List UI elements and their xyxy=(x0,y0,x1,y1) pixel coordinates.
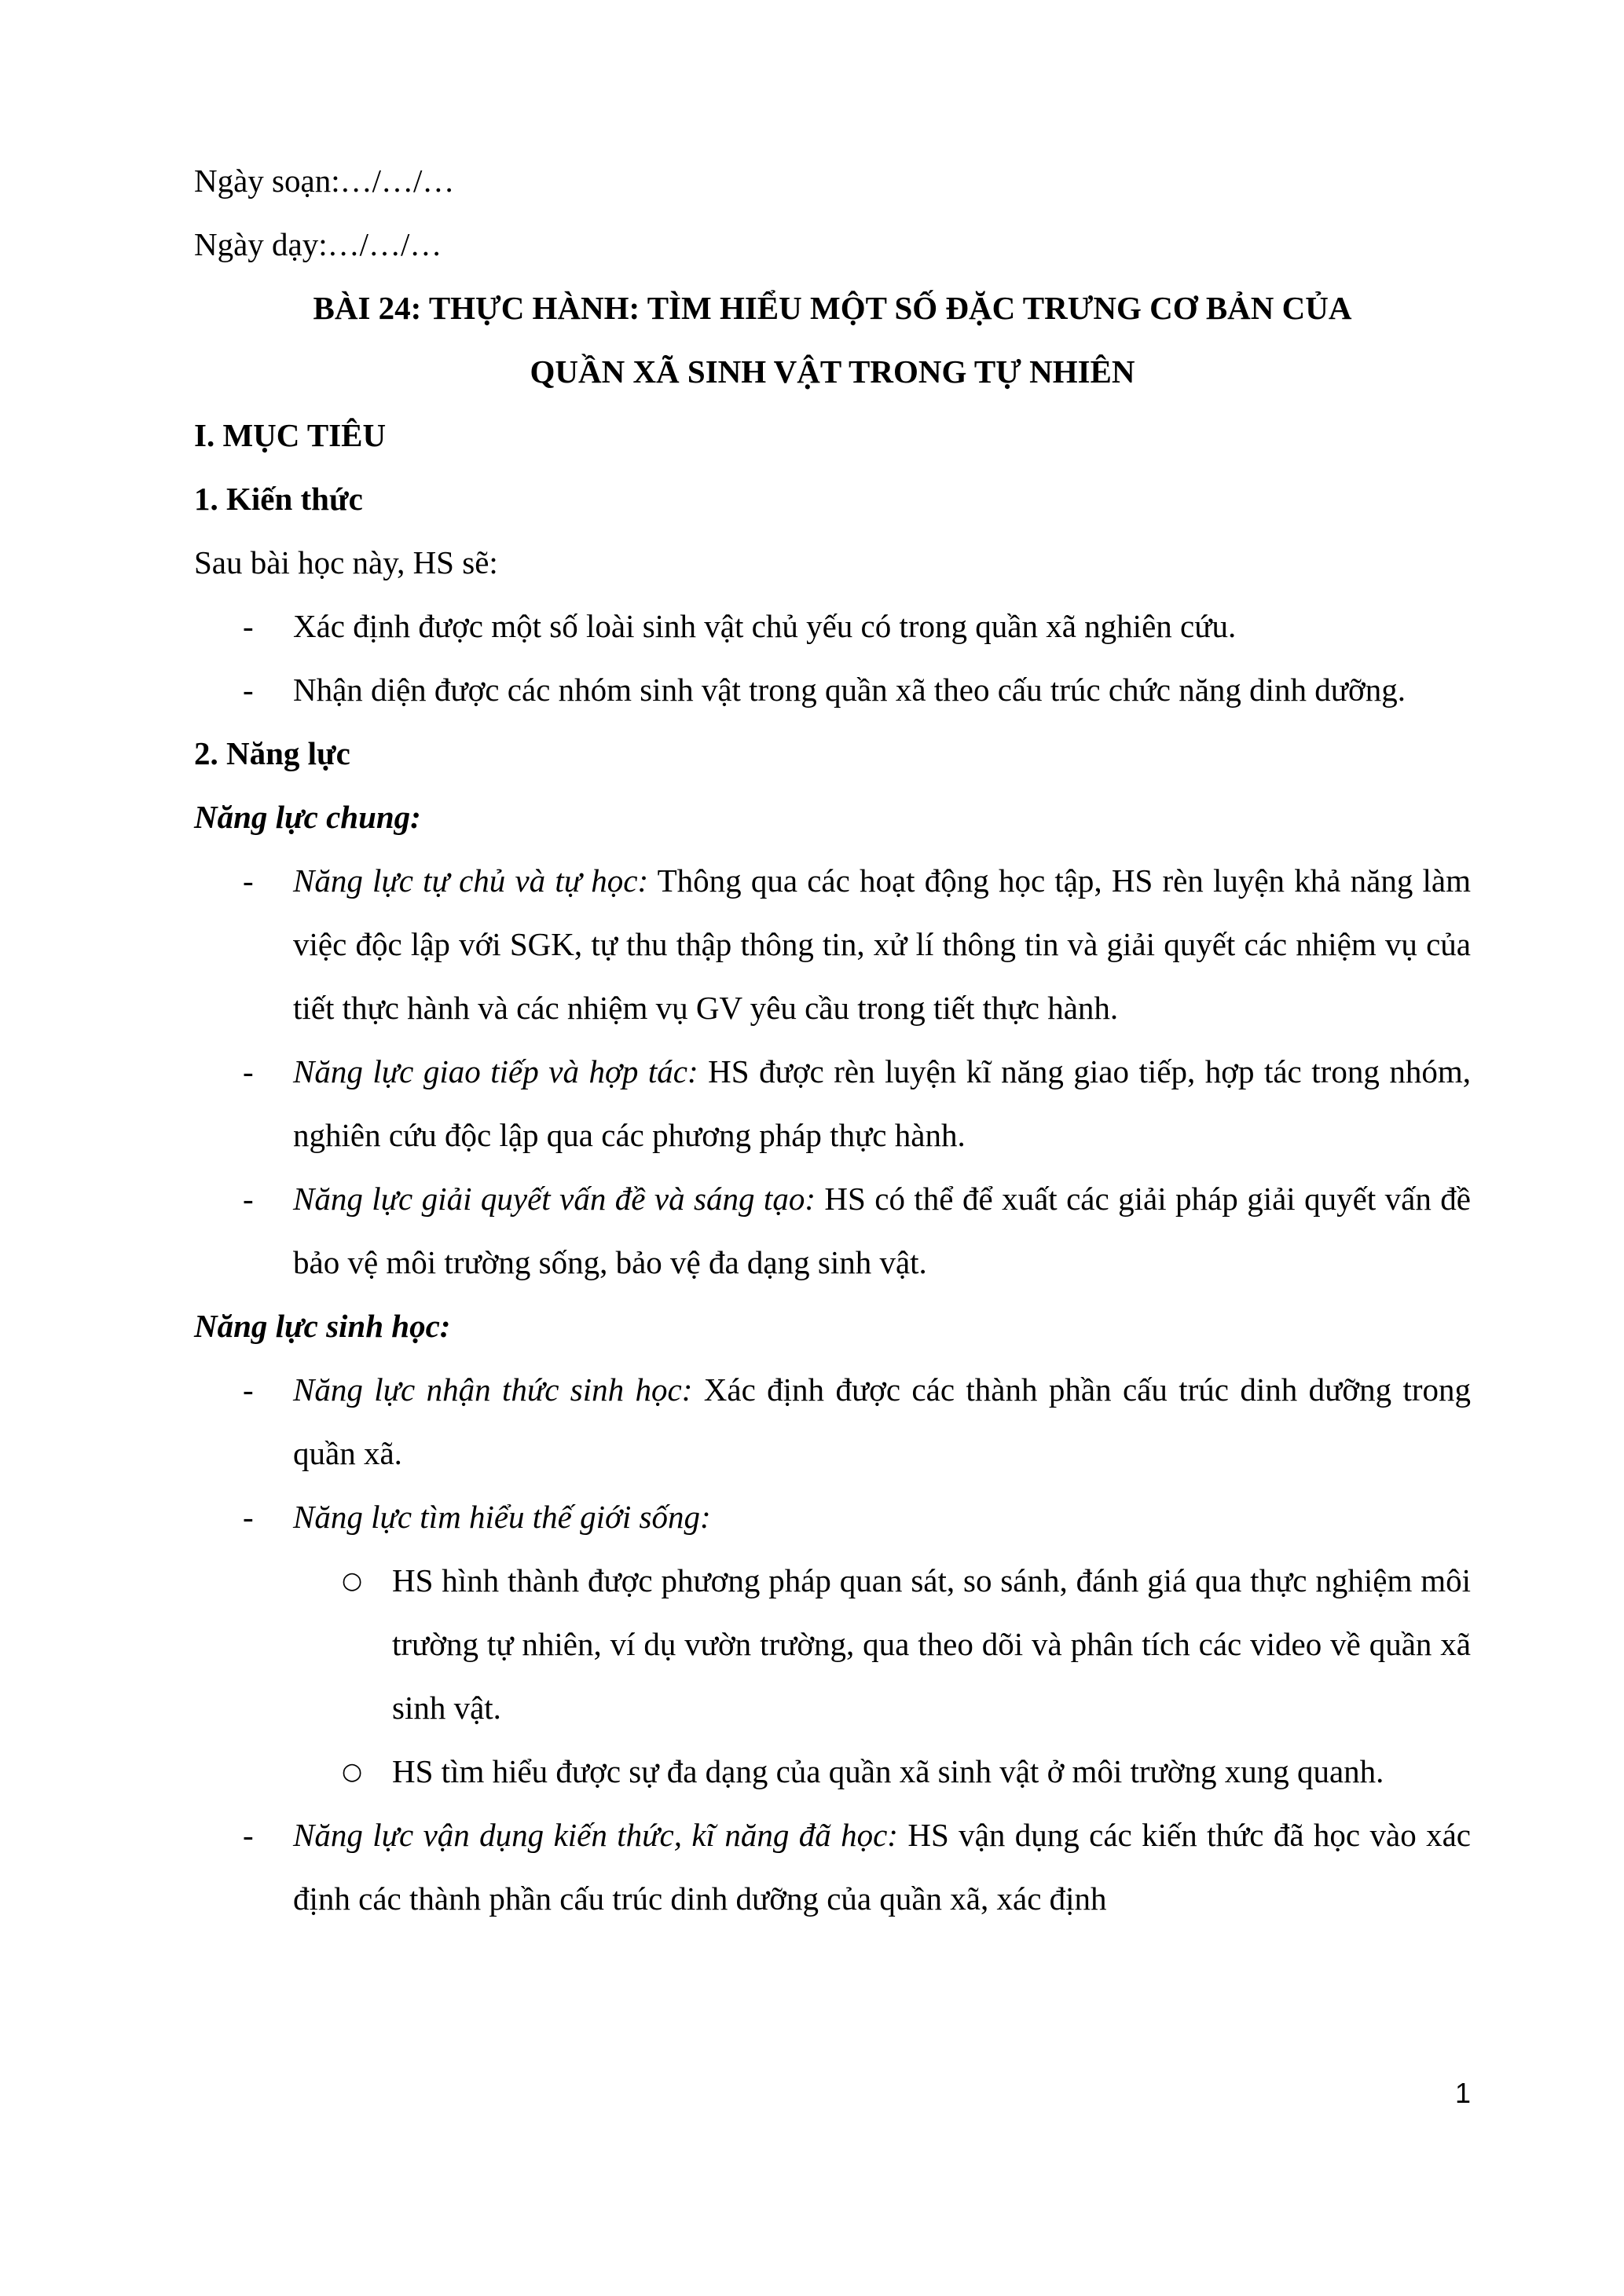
list-item xyxy=(194,1167,1471,1294)
list-item-text: HS được rèn luyện kĩ năng giao tiếp, hợp tác trong nhóm, nghiên cứu độc lập qua các phương pháp thực hành. xyxy=(293,1053,1471,1153)
ngay-soan: Ngày soạn:…/…/… xyxy=(194,163,455,199)
sub-list-item xyxy=(194,1549,1471,1740)
list-item xyxy=(194,1040,1471,1167)
nang-luc-sinh-hoc-heading: Năng lực sinh học: xyxy=(194,1308,451,1344)
nang-luc-heading: 2. Năng lực xyxy=(194,735,350,771)
list-item-label: Năng lực vận dụng kiến thức, kĩ năng đã học: xyxy=(293,1817,898,1853)
list-item xyxy=(194,849,1471,1040)
list-item-text: Nhận diện được các nhóm sinh vật trong quần xã theo cấu trúc chức năng dinh dưỡng. xyxy=(293,672,1406,708)
list-item-text: HS vận dụng các kiến thức đã học vào xác định các thành phần cấu trúc dinh dưỡng của quần xã, xác định xyxy=(293,1817,1471,1917)
dash-bullet: - xyxy=(243,1053,254,1089)
kien-thuc-intro: Sau bài học này, HS sẽ: xyxy=(194,544,498,580)
list-item-text: Xác định được các thành phần cấu trúc dinh dưỡng trong quần xã. xyxy=(293,1371,1471,1471)
list-item-text: HS có thể để xuất các giải pháp giải quyết vấn đề bảo vệ môi trường sống, bảo vệ đa dạng sinh vật. xyxy=(293,1181,1471,1280)
list-item-label: Năng lực giao tiếp và hợp tác: xyxy=(293,1053,698,1089)
list-item xyxy=(194,1803,1471,1931)
dash-bullet: - xyxy=(243,862,254,899)
list-item-text: Xác định được một số loài sinh vật chủ yếu có trong quần xã nghiên cứu. xyxy=(293,608,1237,644)
kien-thuc-heading: 1. Kiến thức xyxy=(194,481,363,517)
dash-bullet: - xyxy=(243,672,254,708)
list-item-label: Năng lực tìm hiểu thế giới sống: xyxy=(293,1499,711,1535)
lesson-title-line1: BÀI 24: THỰC HÀNH: TÌM HIỂU MỘT SỐ ĐẶC TRƯNG CƠ BẢN CỦA xyxy=(313,290,1352,326)
page-number: 1 xyxy=(1454,2077,1471,2109)
list-item xyxy=(194,1358,1471,1485)
lesson-title-line2: QUẦN XÃ SINH VẬT TRONG TỰ NHIÊN xyxy=(530,353,1135,390)
list-item xyxy=(194,658,1471,722)
list-item xyxy=(194,1485,1471,1549)
sub-list-item-text: HS tìm hiểu được sự đa dạng của quần xã sinh vật ở môi trường xung quanh. xyxy=(392,1753,1384,1789)
section-muc-tieu-heading: I. MỤC TIÊU xyxy=(194,417,387,453)
sub-list-item xyxy=(194,1740,1471,1803)
circle-bullet-icon: ○ xyxy=(342,1758,363,1785)
list-item xyxy=(194,595,1471,658)
dash-bullet: - xyxy=(243,1499,254,1535)
dash-bullet: - xyxy=(243,608,254,644)
nang-luc-chung-heading: Năng lực chung: xyxy=(194,799,421,835)
document-page xyxy=(194,149,1471,1931)
dash-bullet: - xyxy=(243,1817,254,1853)
list-item-text: Thông qua các hoạt động học tập, HS rèn luyện khả năng làm việc độc lập với SGK, tự thu thập thông tin, xử lí thông tin và giải quyết các nhiệm vụ của tiết thực hành và các nhiệm vụ GV yêu cầu trong tiết thực hành. xyxy=(293,862,1471,1026)
list-item-label: Năng lực tự chủ và tự học: xyxy=(293,862,649,899)
list-item-label: Năng lực nhận thức sinh học: xyxy=(293,1371,693,1408)
dash-bullet: - xyxy=(243,1371,254,1408)
dash-bullet: - xyxy=(243,1181,254,1217)
ngay-day: Ngày dạy:…/…/… xyxy=(194,226,442,262)
list-item-label: Năng lực giải quyết vấn đề và sáng tạo: xyxy=(293,1181,816,1217)
sub-list-item-text: HS hình thành được phương pháp quan sát, so sánh, đánh giá qua thực nghiệm môi trường tự nhiên, ví dụ vườn trường, qua theo dõi và phân tích các video về quần xã sinh vật. xyxy=(392,1562,1471,1726)
circle-bullet-icon: ○ xyxy=(342,1567,363,1595)
